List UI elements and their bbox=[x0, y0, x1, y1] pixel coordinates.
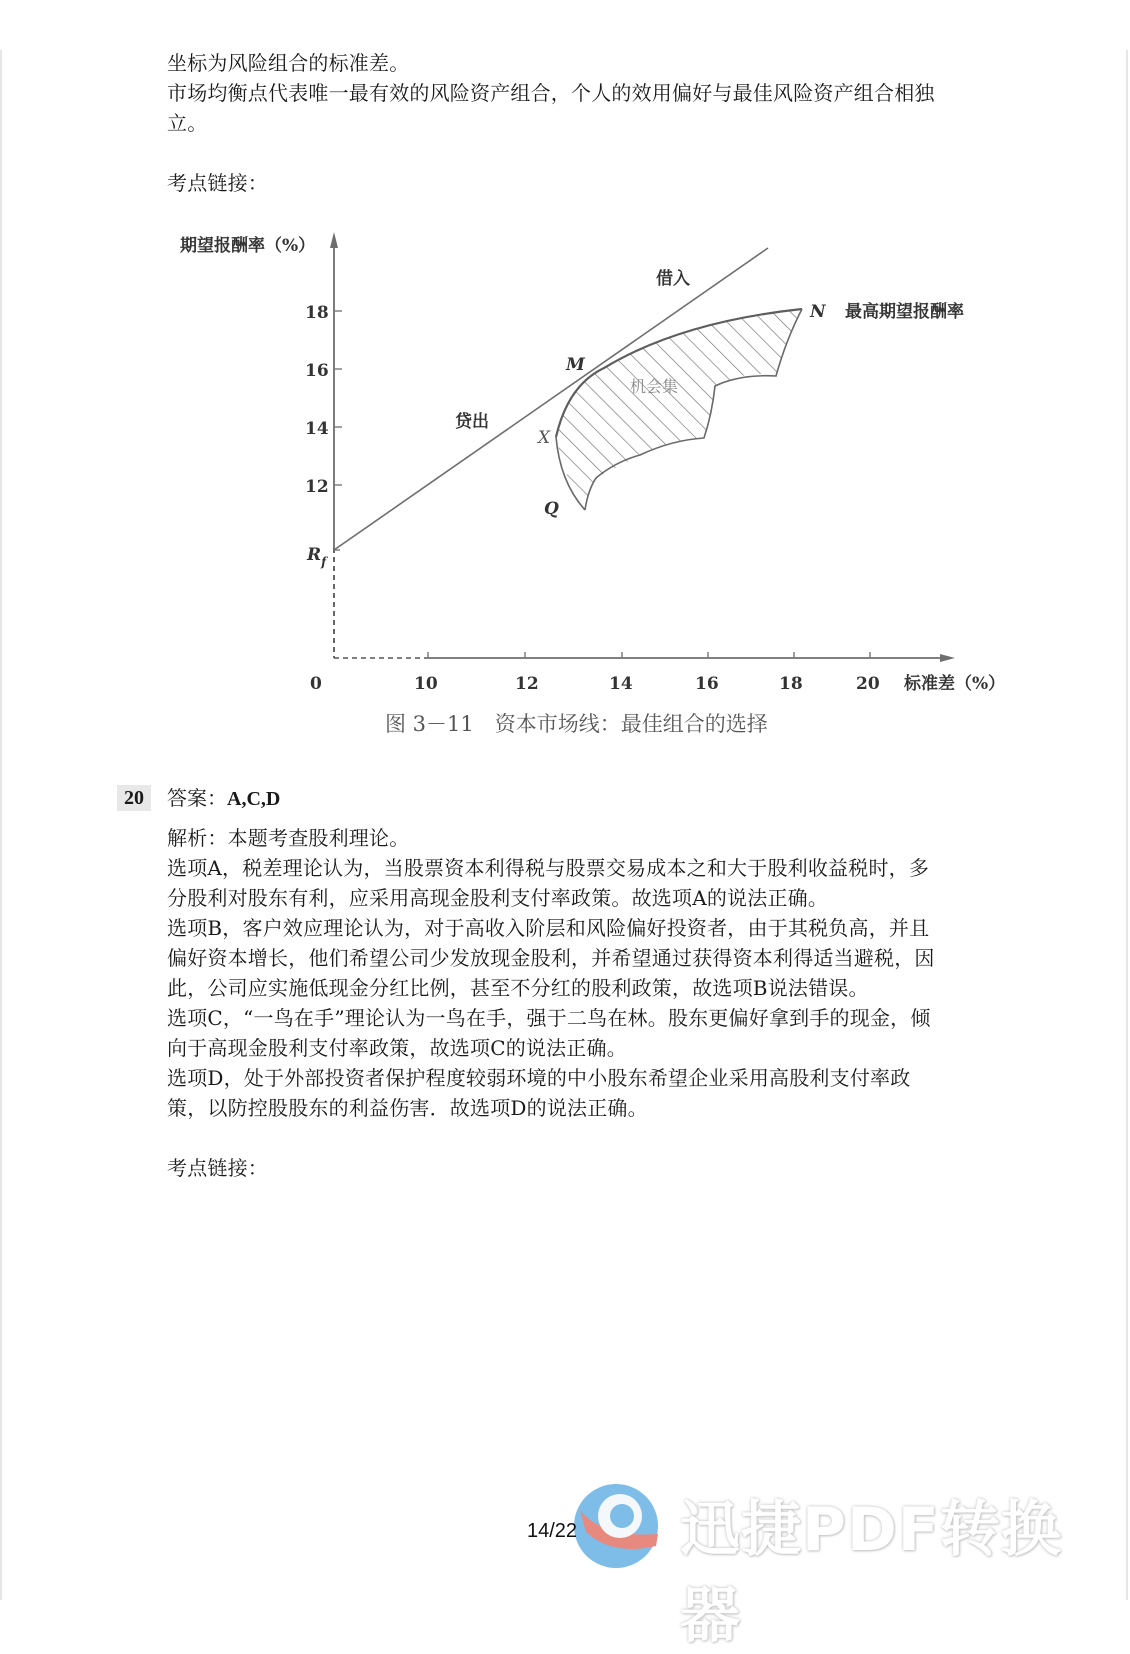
link-label: 考点链接： bbox=[167, 171, 268, 195]
text-line: 立。 bbox=[167, 111, 208, 135]
figure-caption: 图 3－11 资本市场线：最佳组合的选择 bbox=[385, 712, 768, 736]
explanation-line: 偏好资本增长，他们希望公司少发放现金股利，并希望通过获得资本利得适当避税，因 bbox=[167, 946, 935, 970]
explanation-line: 分股利对股东有利，应采用高现金股利支付率政策。故选项A的说法正确。 bbox=[167, 886, 829, 910]
x-tick-label: 0 bbox=[310, 674, 322, 694]
watermark-logo-icon bbox=[572, 1480, 668, 1572]
label-lend: 贷出 bbox=[455, 412, 489, 432]
question-number-badge: 20 bbox=[117, 785, 151, 811]
explanation-line: 此，公司应实施低现金分红比例，甚至不分红的股利政策，故选项B说法错误。 bbox=[167, 976, 869, 1000]
x-tick-label: 20 bbox=[856, 674, 880, 694]
explanation-line: 选项C，“一鸟在手”理论认为一鸟在手，强于二鸟在林。股东更偏好拿到手的现金，倾 bbox=[167, 1006, 931, 1030]
page-left-edge bbox=[0, 50, 2, 1600]
y-tick-label: 16 bbox=[305, 361, 329, 381]
x-axis-label: 标准差（%） bbox=[904, 674, 1006, 694]
y-axis-arrow bbox=[330, 232, 338, 248]
y-tick-label: 14 bbox=[305, 419, 329, 439]
chart-svg bbox=[160, 215, 1040, 760]
opportunity-set-region bbox=[556, 309, 802, 510]
label-opportunity-set: 机会集 bbox=[630, 377, 679, 396]
explanation-line: 向于高现金股利支付率政策，故选项C的说法正确。 bbox=[167, 1036, 627, 1060]
x-tick-label: 14 bbox=[609, 674, 633, 694]
label-max-return: 最高期望报酬率 bbox=[845, 302, 964, 322]
x-tick-label: 16 bbox=[695, 674, 719, 694]
link-label: 考点链接： bbox=[167, 1156, 268, 1180]
page-number: 14/22 bbox=[527, 1520, 578, 1542]
y-axis-label: 期望报酬率（%） bbox=[180, 236, 316, 256]
x-tick-label: 10 bbox=[414, 674, 438, 694]
page-right-edge bbox=[1126, 50, 1128, 1600]
explanation-line: 策，以防控股股东的利益伤害．故选项D的说法正确。 bbox=[167, 1096, 648, 1120]
x-tick-label: 18 bbox=[779, 674, 803, 694]
y-tick-label: 18 bbox=[305, 303, 329, 323]
watermark-text: 迅捷PDF转换器 bbox=[680, 1495, 1062, 1651]
point-label-X: X bbox=[538, 428, 551, 448]
text-line: 坐标为风险组合的标准差。 bbox=[167, 51, 410, 75]
explanation-line: 选项B，客户效应理论认为，对于高收入阶层和风险偏好投资者，由于其税负高，并且 bbox=[167, 916, 930, 940]
point-label-Q: Q bbox=[544, 499, 559, 519]
figure-capital-market-line bbox=[160, 215, 1040, 760]
x-axis-arrow bbox=[940, 654, 955, 662]
answer-value: A,C,D bbox=[227, 788, 281, 810]
point-label-N: N bbox=[810, 302, 826, 322]
explanation-line: 选项A，税差理论认为，当股票资本利得税与股票交易成本之和大于股利收益税时，多 bbox=[167, 856, 930, 880]
explanation-line: 选项D，处于外部投资者保护程度较弱环境的中小股东希望企业采用高股利支付率政 bbox=[167, 1066, 911, 1090]
answer-label: 答案： bbox=[167, 786, 227, 810]
label-borrow: 借入 bbox=[656, 269, 690, 289]
answer-line bbox=[167, 783, 280, 814]
y-tick-label: 12 bbox=[305, 477, 329, 497]
rf-label: $R_f$ bbox=[307, 545, 327, 569]
watermark bbox=[572, 1480, 1092, 1651]
explanation-line: 解析：本题考查股利理论。 bbox=[167, 826, 410, 850]
text-line: 市场均衡点代表唯一最有效的风险资产组合，个人的效用偏好与最佳风险资产组合相独 bbox=[167, 81, 935, 105]
x-tick-label: 12 bbox=[515, 674, 539, 694]
point-label-M: M bbox=[566, 355, 585, 375]
